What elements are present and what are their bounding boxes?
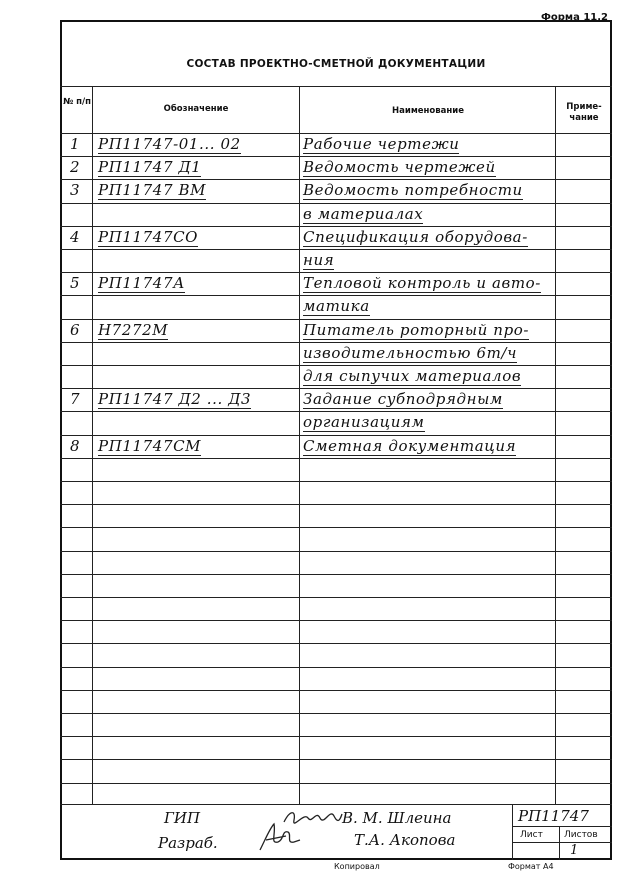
table-rule-line <box>60 295 612 296</box>
footer-code-line <box>512 826 612 827</box>
copied-label: Копировал <box>334 862 380 871</box>
table-rule-line <box>60 411 612 412</box>
row-name-line: для сыпучих материалов <box>303 367 522 385</box>
column-divider-designation <box>299 86 300 804</box>
row-number: 7 <box>70 390 80 409</box>
column-header-num: № п/п <box>62 97 92 107</box>
table-rule-line <box>60 435 612 436</box>
table-rule-line <box>60 643 612 644</box>
header-bottom-line <box>60 133 612 134</box>
row-name-line: Задание субподрядным <box>303 390 503 409</box>
row-name-line: Ведомость потребности <box>303 181 523 200</box>
table-rule-line <box>60 319 612 320</box>
row-name-line: изводительностью 6т/ч <box>303 343 518 362</box>
gip-label: ГИП <box>164 809 201 827</box>
row-number: 5 <box>70 274 80 293</box>
form-number-label: Форма 11.2 <box>540 12 608 23</box>
row-number: 3 <box>70 181 80 200</box>
table-rule-line <box>60 388 612 389</box>
row-name-line: Сметная документация <box>303 436 517 455</box>
document-code: РП11747 <box>518 807 589 825</box>
row-designation: РП11747А <box>98 274 186 293</box>
table-rule-line <box>60 481 612 482</box>
row-name-line: организациям <box>303 413 425 432</box>
row-number: 4 <box>70 227 80 246</box>
footer-top-line <box>60 804 612 805</box>
table-rule-line <box>60 249 612 250</box>
row-number: 2 <box>70 158 80 177</box>
developer-name: Т.А. Акопова <box>354 831 456 849</box>
row-designation: РП11747 ВМ <box>98 181 207 200</box>
row-name-line: Питатель роторный про- <box>303 320 530 339</box>
format-label: Формат А4 <box>508 862 554 871</box>
developer-label: Разраб. <box>158 834 218 852</box>
table-rule-line <box>60 574 612 575</box>
row-name-line: Ведомость чертежей <box>303 158 496 177</box>
table-rule-line <box>60 551 612 552</box>
column-header-name: Наименование <box>392 106 464 116</box>
header-top-line <box>60 86 612 87</box>
document-title: СОСТАВ ПРОЕКТНО-СМЕТНОЙ ДОКУМЕНТАЦИИ <box>186 58 486 70</box>
table-rule-line <box>60 179 612 180</box>
row-designation: РП11747 Д1 <box>98 158 202 177</box>
row-name-line: в материалах <box>303 204 424 223</box>
column-divider-name <box>555 86 556 804</box>
table-rule-line <box>60 620 612 621</box>
table-rule-line <box>60 504 612 505</box>
footer-code-divider <box>512 804 513 860</box>
table-rule-line <box>60 736 612 737</box>
row-name-line: Рабочие чертежи <box>303 135 460 153</box>
table-rule-line <box>60 527 612 528</box>
column-header-note: Приме-чание <box>566 102 602 123</box>
footer-sheet-line <box>512 842 612 843</box>
row-number: 1 <box>70 135 80 153</box>
sheet-label: Лист <box>520 830 543 840</box>
table-rule-line <box>60 203 612 204</box>
row-designation: РП11747-01... 02 <box>98 135 241 153</box>
table-rule-line <box>60 690 612 691</box>
column-header-designation: Обозначение <box>163 104 229 114</box>
row-number: 8 <box>70 436 80 455</box>
developer-signature <box>256 820 302 856</box>
row-name-line: матика <box>303 297 370 316</box>
table-rule-line <box>60 759 612 760</box>
table-rule-line <box>60 156 612 157</box>
row-name-line: ния <box>303 251 335 269</box>
table-rule-line <box>60 667 612 668</box>
gip-name: В. М. Шлеина <box>342 809 452 827</box>
table-rule-line <box>60 226 612 227</box>
table-rule-line <box>60 342 612 343</box>
table-rule-line <box>60 597 612 598</box>
table-rule-line <box>60 272 612 273</box>
row-number: 6 <box>70 320 80 339</box>
footer-sheet-divider <box>559 826 560 860</box>
table-rule-line <box>60 783 612 784</box>
sheets-count: 1 <box>570 843 579 858</box>
table-rule-line <box>60 458 612 459</box>
table-rule-line <box>60 713 612 714</box>
column-divider-num <box>92 86 93 804</box>
row-name-line: Спецификация оборудова- <box>303 227 528 246</box>
sheets-label: Листов <box>564 830 598 840</box>
row-designation: РП11747СМ <box>98 436 202 455</box>
row-designation: РП11747СО <box>98 227 199 246</box>
table-rule-line <box>60 365 612 366</box>
row-name-line: Тепловой контроль и авто- <box>303 274 541 293</box>
row-designation: Н7272М <box>98 320 169 339</box>
row-designation: РП11747 Д2 ... Д3 <box>98 390 252 409</box>
